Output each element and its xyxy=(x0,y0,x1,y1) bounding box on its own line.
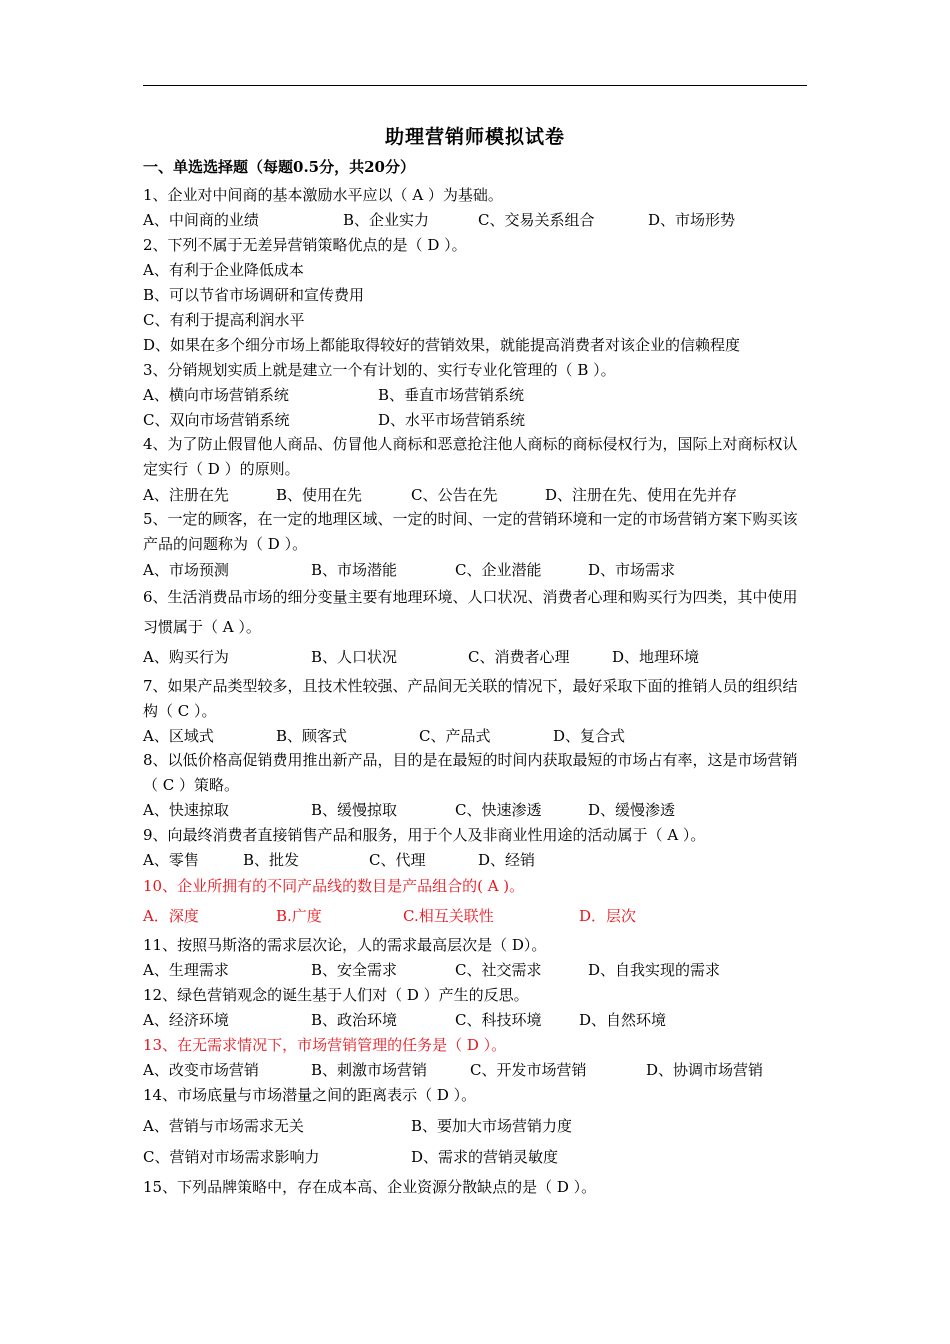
question-stem: 6、生活消费品市场的细分变量主要有地理环境、人口状况、消费者心理和购买行为四类，其中使用习惯属于（ A ）。 xyxy=(143,588,798,636)
question-stem: 12、绿色营销观念的诞生基于人们对（ D ）产生的反思。 xyxy=(143,986,529,1004)
option: D、市场需求 xyxy=(588,561,676,579)
question-stem: 10、企业所拥有的不同产品线的数目是产品组合的( A )。 xyxy=(143,877,525,895)
option: B、企业实力 xyxy=(343,211,430,229)
question-stem: 9、向最终消费者直接销售产品和服务，用于个人及非商业性用途的活动属于（ A ）。 xyxy=(143,826,706,844)
option: C、有利于提高利润水平 xyxy=(143,311,305,329)
option: A、区域式 xyxy=(143,727,214,745)
question-stem: 5、一定的顾客，在一定的地理区域、一定的时间、一定的营销环境和一定的市场营销方案下购买该产品的问题称为（ D ）。 xyxy=(143,510,798,553)
option: C.相互关联性 xyxy=(403,907,494,925)
page-title: 助理营销师模拟试卷 xyxy=(384,126,565,148)
question-stem: 3、分销规划实质上就是建立一个有计划的、实行专业化管理的（ B ）。 xyxy=(143,361,616,379)
option: A．深度 xyxy=(143,907,199,925)
option: C、快速渗透 xyxy=(455,801,542,819)
option: D、水平市场营销系统 xyxy=(378,411,526,429)
option: C、交易关系组合 xyxy=(478,211,595,229)
option: B、批发 xyxy=(243,851,300,869)
option: C、产品式 xyxy=(419,727,491,745)
question-stem: 4、为了防止假冒他人商品、仿冒他人商标和恶意抢注他人商标的商标侵权行为，国际上对商标权认定实行（ D ）的原则。 xyxy=(143,435,798,478)
option: D、自然环境 xyxy=(579,1011,667,1029)
option: B、要加大市场营销力度 xyxy=(411,1117,573,1135)
option: B、安全需求 xyxy=(311,961,398,979)
option: B、人口状况 xyxy=(311,648,398,666)
option: A、经济环境 xyxy=(143,1011,229,1029)
section-heading: 一、单选选择题（每题0.5分，共20分） xyxy=(143,158,415,176)
option: A、改变市场营销 xyxy=(143,1061,259,1079)
question-stem: 13、在无需求情况下，市场营销管理的任务是（ D ）。 xyxy=(143,1036,507,1054)
option: D、自我实现的需求 xyxy=(588,961,721,979)
option: A、零售 xyxy=(143,851,199,869)
option: A、中间商的业绩 xyxy=(143,211,259,229)
option: A、营销与市场需求无关 xyxy=(143,1117,304,1135)
option: B、使用在先 xyxy=(276,486,363,504)
header-rule xyxy=(143,85,807,86)
question-stem: 7、如果产品类型较多，且技术性较强、产品间无关联的情况下，最好采取下面的推销人员的组织结构（ C ）。 xyxy=(143,677,798,720)
question-stem: 15、下列品牌策略中，存在成本高、企业资源分散缺点的是（ D ）。 xyxy=(143,1178,597,1196)
question-stem: 2、下列不属于无差异营销策略优点的是（ D ）。 xyxy=(143,236,467,254)
option: D、协调市场营销 xyxy=(646,1061,764,1079)
option: B、政治环境 xyxy=(311,1011,398,1029)
question-stem: 1、企业对中间商的基本激励水平应以（ A ）为基础。 xyxy=(143,186,503,204)
option: A、购买行为 xyxy=(143,648,229,666)
option: C、社交需求 xyxy=(455,961,542,979)
option: C、双向市场营销系统 xyxy=(143,411,290,429)
option: D、经销 xyxy=(478,851,536,869)
option: A、有利于企业降低成本 xyxy=(143,261,304,279)
option: C、营销对市场需求影响力 xyxy=(143,1148,320,1166)
option: B、顾客式 xyxy=(276,727,348,745)
option: B.广度 xyxy=(276,907,322,925)
question-stem: 8、以低价格高促销费用推出新产品，目的是在最短的时间内获取最短的市场占有率，这是市场营销（ C ）策略。 xyxy=(143,751,798,794)
option: A、快速掠取 xyxy=(143,801,229,819)
option: C、代理 xyxy=(369,851,426,869)
option: C、消费者心理 xyxy=(468,648,570,666)
question-stem: 14、市场底量与市场潜量之间的距离表示（ D ）。 xyxy=(143,1086,477,1104)
option: D、复合式 xyxy=(553,727,626,745)
option: C、科技环境 xyxy=(455,1011,542,1029)
option: A、注册在先 xyxy=(143,486,229,504)
option: D．层次 xyxy=(579,907,637,925)
option: C、公告在先 xyxy=(411,486,498,504)
option: B、市场潜能 xyxy=(311,561,398,579)
option: C、开发市场营销 xyxy=(470,1061,587,1079)
option: C、企业潜能 xyxy=(455,561,542,579)
option: D、如果在多个细分市场上都能取得较好的营销效果，就能提高消费者对该企业的信赖程度 xyxy=(143,336,741,354)
option: A、市场预测 xyxy=(143,561,229,579)
option: D、需求的营销灵敏度 xyxy=(411,1148,559,1166)
option: D、市场形势 xyxy=(648,211,736,229)
option: B、刺激市场营销 xyxy=(311,1061,428,1079)
option: D、地理环境 xyxy=(612,648,700,666)
option: D、缓慢渗透 xyxy=(588,801,676,819)
option: D、注册在先、使用在先并存 xyxy=(545,486,738,504)
option: A、横向市场营销系统 xyxy=(143,386,289,404)
option: B、可以节省市场调研和宣传费用 xyxy=(143,286,365,304)
option: B、缓慢掠取 xyxy=(311,801,398,819)
option: B、垂直市场营销系统 xyxy=(378,386,525,404)
option: A、生理需求 xyxy=(143,961,229,979)
question-stem: 11、按照马斯洛的需求层次论，人的需求最高层次是（ D）。 xyxy=(143,936,547,954)
